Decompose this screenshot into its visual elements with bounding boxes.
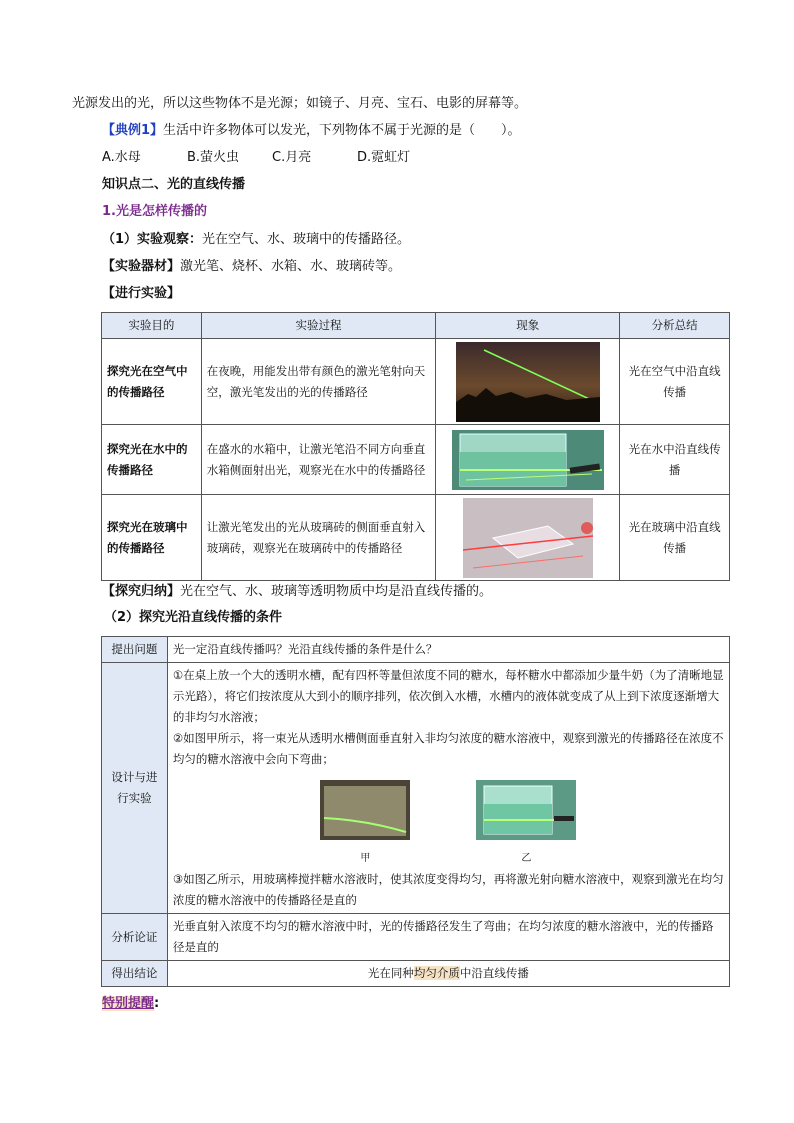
experiment-table — [101, 312, 730, 581]
option-c: C.月亮 — [272, 150, 312, 165]
row-process: 让激光笔发出的光从玻璃砖的侧面垂直射入玻璃砖，观察光在玻璃砖中的传播路径 — [201, 495, 435, 581]
table-header-row — [102, 313, 730, 339]
option-a: A.水母 — [102, 150, 141, 165]
conclusion-post: 中沿直线传播 — [459, 966, 529, 980]
analysis-text: 光垂直射入浓度不均匀的糖水溶液中时，光的传播路径发生了弯曲；在均匀浓度的糖水溶液中，光的传播路径是直的 — [167, 914, 729, 961]
example-question-text: 生活中许多物体可以发光，下列物体不属于光源的是（ ）。 — [163, 123, 521, 138]
experiment-2-heading: （2）探究光沿直线传播的条件 — [104, 610, 283, 625]
row-purpose: 探究光在玻璃中的传播路径 — [102, 495, 202, 581]
figure-b — [476, 780, 576, 867]
paragraph-light-source: 光源发出的光，所以这些物体不是光源；如镜子、月亮、宝石、电影的屏幕等。 — [72, 96, 528, 111]
section-heading: 1.光是怎样传播的 — [102, 204, 207, 219]
conditions-table — [101, 636, 730, 987]
row-process: 在夜晚，用能发出带有颜色的激光笔射向天空，激光笔发出的光的传播路径 — [201, 339, 435, 425]
conclusion-highlight: 均匀介质 — [413, 966, 460, 980]
header-purpose: 实验目的 — [102, 313, 202, 339]
table-row — [102, 663, 730, 914]
conclusion-cell — [167, 961, 729, 987]
design-step-2: ②如图甲所示，将一束光从透明水槽侧面垂直射入非均匀浓度的糖水溶液中，观察到激光的传播路径在浓度不均匀的糖水溶液中会向下弯曲； — [172, 731, 724, 766]
laser-sky-photo — [456, 342, 600, 422]
example-question — [102, 122, 521, 140]
experiment-1-line — [102, 231, 410, 249]
option-b: B.萤火虫 — [187, 150, 240, 165]
table-row — [102, 425, 730, 495]
do-experiment-tag: 【进行实验】 — [102, 286, 181, 301]
knowledge-point-heading: 知识点二、光的直线传播 — [102, 177, 246, 192]
header-phenomenon: 现象 — [436, 313, 620, 339]
table-row — [102, 637, 730, 663]
figure-b-caption: 乙 — [521, 853, 532, 864]
row-conclusion: 光在玻璃中沿直线传播 — [620, 495, 730, 581]
option-d: D.霓虹灯 — [357, 150, 411, 165]
equipment-text: 激光笔、烧杯、水箱、水、玻璃砖等。 — [180, 259, 402, 274]
example-options — [102, 149, 442, 167]
design-step-3: ③如图乙所示，用玻璃棒搅拌糖水溶液时，使其浓度变得均匀，再将激光射向糖水溶液中，观察到激光在均匀浓度的糖水溶液中的传播路径是直的 — [172, 872, 724, 907]
table-row — [102, 961, 730, 987]
table-row — [102, 495, 730, 581]
row-purpose: 探究光在水中的传播路径 — [102, 425, 202, 495]
label-analysis: 分析论证 — [102, 914, 168, 961]
bent-laser-photo — [320, 780, 410, 840]
design-cell — [167, 663, 729, 914]
table-row — [102, 339, 730, 425]
label-conclusion: 得出结论 — [102, 961, 168, 987]
example-tag: 【典例1】 — [102, 123, 164, 138]
laser-glass-brick-photo — [463, 498, 593, 578]
experiment-1-tag: （1）实验观察： — [102, 232, 203, 247]
summary-line — [102, 583, 492, 601]
special-reminder — [102, 995, 159, 1013]
straight-laser-photo — [476, 780, 576, 840]
figure-a — [320, 780, 410, 867]
special-reminder-label: 特别提醒 — [102, 996, 155, 1011]
equipment-line — [102, 258, 401, 276]
row-phenomenon — [436, 495, 620, 581]
experiment-1-text: 光在空气、水、玻璃中的传播路径。 — [202, 232, 411, 247]
conclusion-pre: 光在同种 — [367, 966, 414, 980]
row-conclusion: 光在空气中沿直线传播 — [620, 339, 730, 425]
header-process: 实验过程 — [201, 313, 435, 339]
summary-text: 光在空气、水、玻璃等透明物质中均是沿直线传播的。 — [180, 584, 493, 599]
figure-row — [173, 780, 724, 867]
laser-water-tank-photo — [452, 430, 604, 490]
header-conclusion: 分析总结 — [620, 313, 730, 339]
special-reminder-colon: : — [154, 996, 160, 1011]
design-step-1: ①在桌上放一个大的透明水槽，配有四杯等量但浓度不同的糖水，每杯糖水中都添加少量牛奶（为了清晰地显示光路），将它们按浓度从大到小的顺序排列，依次倒入水槽，水槽内的液体就变成了从上到下浓度逐渐增大的非均匀水溶液； — [172, 668, 724, 724]
row-conclusion: 光在水中沿直线传播 — [620, 425, 730, 495]
row-purpose: 探究光在空气中的传播路径 — [102, 339, 202, 425]
row-phenomenon — [436, 425, 620, 495]
table-row — [102, 914, 730, 961]
label-question: 提出问题 — [102, 637, 168, 663]
row-phenomenon — [436, 339, 620, 425]
label-design: 设计与进行实验 — [102, 663, 168, 914]
equipment-tag: 【实验器材】 — [102, 259, 181, 274]
figure-a-caption: 甲 — [360, 853, 371, 864]
row-process: 在盛水的水箱中，让激光笔沿不同方向垂直水箱侧面射出光，观察光在水中的传播路径 — [201, 425, 435, 495]
question-text: 光一定沿直线传播吗？光沿直线传播的条件是什么？ — [167, 637, 729, 663]
summary-tag: 【探究归纳】 — [102, 584, 181, 599]
